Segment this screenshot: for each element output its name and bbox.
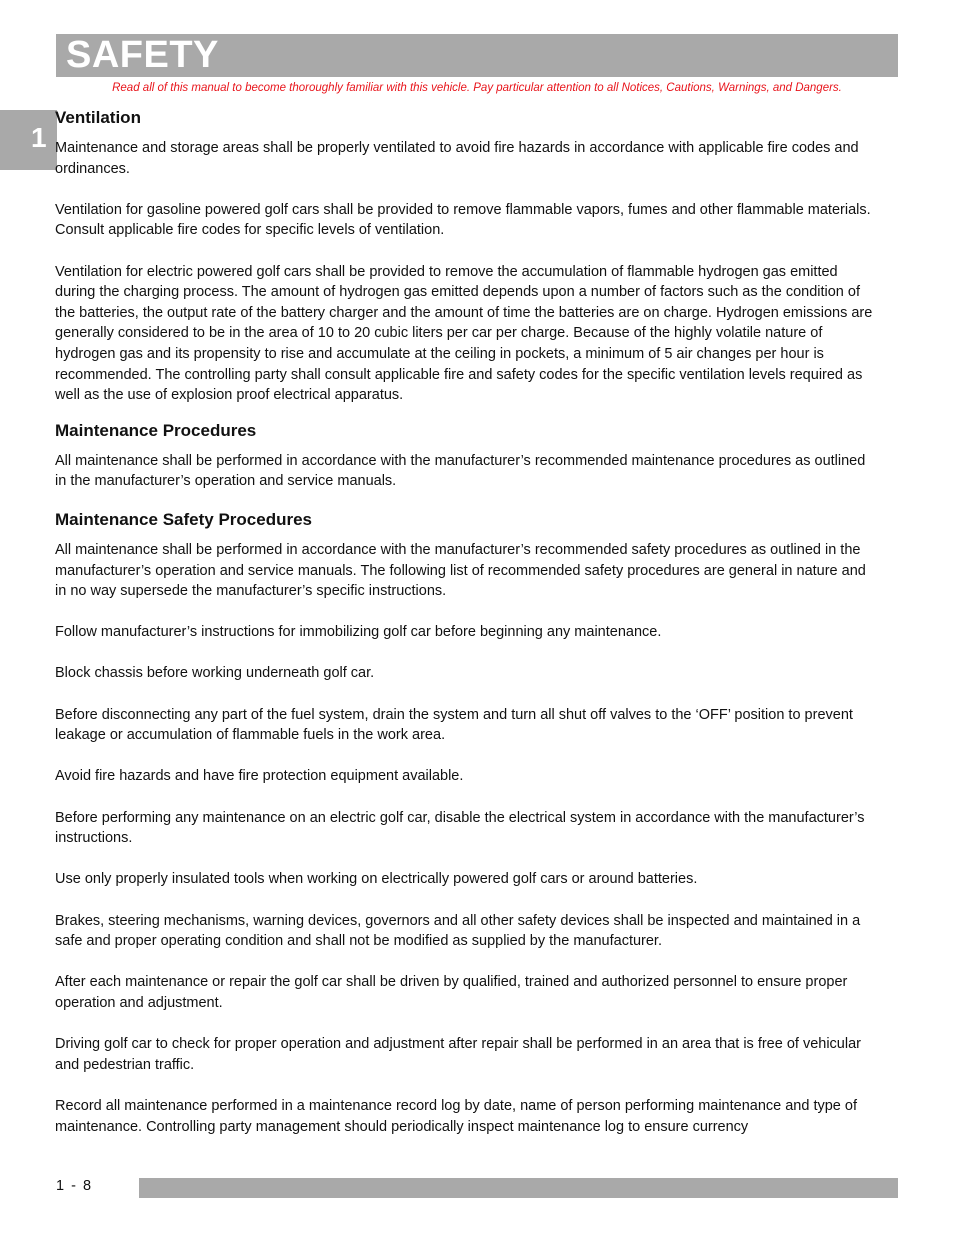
paragraph: Block chassis before working underneath golf car. bbox=[55, 665, 375, 682]
page-title: SAFETY bbox=[66, 34, 219, 76]
paragraph: Maintenance and storage areas shall be properly ventilated to avoid fire hazards in accordance with applicable fire codes and ordinances. bbox=[55, 140, 859, 177]
paragraph: Driving golf car to check for proper operation and adjustment after repair shall be performed in an area that is free of vehicular and pedestrian traffic. bbox=[55, 1036, 861, 1073]
paragraph: Follow manufacturer’s instructions for immobilizing golf car before beginning any maintenance. bbox=[55, 624, 662, 641]
paragraph: Avoid fire hazards and have fire protection equipment available. bbox=[55, 768, 464, 785]
section-ventilation bbox=[55, 107, 877, 406]
header-bar bbox=[56, 34, 898, 77]
section-heading: Ventilation bbox=[55, 108, 141, 127]
paragraph: Ventilation for gasoline powered golf cars shall be provided to remove flammable vapors, fumes and other flammable materials. Consult applicable fire codes for specific levels of ventilation. bbox=[55, 201, 871, 239]
safety-notice: Read all of this manual to become thoroughly familiar with this vehicle. Pay particular attention to all Notices, Cautions, Warnings, and Dangers. bbox=[112, 82, 842, 94]
chapter-number: 1 bbox=[31, 122, 47, 153]
section-maintenance-safety-procedures bbox=[55, 509, 877, 1137]
paragraph: Ventilation for electric powered golf cars shall be provided to remove the accumulation of flammable hydrogen gas emitted during the charging process. The amount of hydrogen gas emitted depends upon a number of factors such as the condition of the batteries, the output rate of the battery charger and the amount of time the batteries are on charge. Hydrogen emissions are generally considered to be in the area of 10 to 20 cubic liters per car per charge. Because of the highly volatile nature of hydrogen gas and its propensity to rise and accumulate at the ceiling in pockets, a minimum of 5 air changes per hour is recommended. The controlling party shall consult applicable fire and safety codes for the specific ventilation levels required as well as the use of explosion proof electrical apparatus. bbox=[55, 263, 873, 404]
paragraph: All maintenance shall be performed in accordance with the manufacturer’s recommended safety procedures as outlined in the manufacturer’s operation and service manuals. The following list of recommended safety procedures are general in nature and in no way supersede the manufacturer’s specific instructions. bbox=[55, 541, 866, 600]
section-heading: Maintenance Safety Procedures bbox=[55, 509, 312, 529]
paragraph: All maintenance shall be performed in accordance with the manufacturer’s recommended maintenance procedures as outlined in the manufacturer’s operation and service manuals. bbox=[55, 452, 866, 490]
paragraph: Use only properly insulated tools when working on electrically powered golf cars or around batteries. bbox=[55, 871, 698, 888]
paragraph: Brakes, steering mechanisms, warning devices, governors and all other safety devices shall be inspected and maintained in a safe and proper operating condition and shall not be modified as supplied by the manufacturer. bbox=[55, 912, 861, 950]
page-content bbox=[55, 107, 877, 1137]
paragraph: Record all maintenance performed in a maintenance record log by date, name of person performing maintenance and type of maintenance. Controlling party management should periodically inspect maintenance log to ensure currency bbox=[55, 1097, 857, 1135]
chapter-tab bbox=[0, 110, 57, 170]
paragraph: Before disconnecting any part of the fuel system, drain the system and turn all shut off valves to the ‘OFF’ position to prevent leakage or accumulation of flammable fuels in the work area. bbox=[55, 706, 853, 744]
page-number: 1 - 8 bbox=[56, 1178, 92, 1194]
paragraph: After each maintenance or repair the golf car shall be driven by qualified, trained and authorized personnel to ensure proper operation and adjustment. bbox=[55, 974, 848, 1011]
section-heading: Maintenance Procedures bbox=[55, 420, 257, 440]
paragraph: Before performing any maintenance on an electric golf car, disable the electrical system in accordance with the manufacturer’s instructions. bbox=[55, 809, 865, 847]
footer-bar bbox=[139, 1178, 898, 1198]
section-maintenance-procedures bbox=[55, 420, 877, 492]
